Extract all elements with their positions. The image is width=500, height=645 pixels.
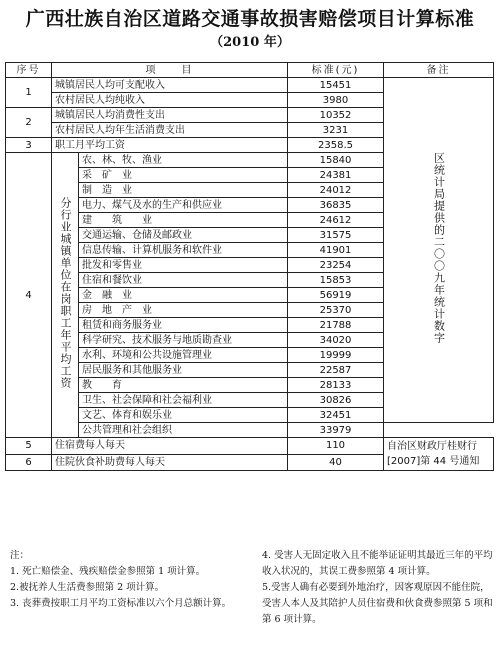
item-value: 19999 xyxy=(288,348,384,363)
row-number: 4 xyxy=(6,153,52,438)
item-value: 40 xyxy=(288,454,384,471)
item-label: 职工月平均工资 xyxy=(52,138,288,153)
item-label: 金 融 业 xyxy=(79,288,288,303)
item-label: 卫生、社会保障和社会福利业 xyxy=(79,393,288,408)
table-header-row xyxy=(6,63,494,78)
header-value: 标准(元) xyxy=(288,63,384,78)
row-number: 2 xyxy=(6,108,52,138)
notes-label: 注： xyxy=(10,550,30,561)
item-value: 22587 xyxy=(288,363,384,378)
remark-stats-text: 区统计局提供的二〇〇九年统计数字 xyxy=(432,152,446,344)
item-label: 交通运输、仓储及邮政业 xyxy=(79,228,288,243)
item-value: 32451 xyxy=(288,408,384,423)
item-value: 24381 xyxy=(288,168,384,183)
table-row xyxy=(6,438,494,455)
row-number: 5 xyxy=(6,438,52,455)
remark-stats xyxy=(384,78,494,423)
header-no: 序号 xyxy=(6,63,52,78)
category-label-text: 分行业城镇单位在岗职工年平均工资 xyxy=(59,197,72,389)
item-value: 25370 xyxy=(288,303,384,318)
note-1: 1. 死亡赔偿金、残疾赔偿金参照第 1 项计算。 xyxy=(10,566,206,577)
item-value: 15840 xyxy=(288,153,384,168)
item-value: 28133 xyxy=(288,378,384,393)
item-value: 3980 xyxy=(288,93,384,108)
item-label: 农村居民人均年生活消费支出 xyxy=(52,123,288,138)
item-value: 2358.5 xyxy=(288,138,384,153)
item-label: 建 筑 业 xyxy=(79,213,288,228)
note-2: 2.被抚养人生活费参照第 2 项计算。 xyxy=(10,582,165,593)
item-label: 房 地 产 业 xyxy=(79,303,288,318)
page-title: 广西壮族自治区道路交通事故损害赔偿项目计算标准 xyxy=(25,8,475,30)
item-value: 23254 xyxy=(288,258,384,273)
table-row xyxy=(6,423,494,438)
item-label: 住院伙食补助费每人每天 xyxy=(52,454,288,471)
item-value: 36835 xyxy=(288,198,384,213)
notes-left xyxy=(10,548,242,612)
item-label: 信息传输、计算机服务和软件业 xyxy=(79,243,288,258)
item-value: 15451 xyxy=(288,78,384,93)
item-value: 15853 xyxy=(288,273,384,288)
item-label: 科学研究、技术服务与地质勘查业 xyxy=(79,333,288,348)
item-label: 制 造 业 xyxy=(79,183,288,198)
item-label: 住宿费每人每天 xyxy=(52,438,288,455)
item-label: 居民服务和其他服务业 xyxy=(79,363,288,378)
remark-finance: 自治区财政厅桂财行[2007]第 44 号通知 xyxy=(384,438,494,471)
item-label: 住宿和餐饮业 xyxy=(79,273,288,288)
item-label: 公共管理和社会组织 xyxy=(79,423,288,438)
category-label xyxy=(52,153,79,438)
item-value: 21788 xyxy=(288,318,384,333)
item-value: 31575 xyxy=(288,228,384,243)
item-label: 文艺、体育和娱乐业 xyxy=(79,408,288,423)
row-number: 3 xyxy=(6,138,52,153)
item-label: 教 育 xyxy=(79,378,288,393)
item-label: 农、林、牧、渔业 xyxy=(79,153,288,168)
item-value: 56919 xyxy=(288,288,384,303)
notes-right xyxy=(262,548,494,628)
item-label: 城镇居民人均可支配收入 xyxy=(52,78,288,93)
item-value: 41901 xyxy=(288,243,384,258)
item-label: 电力、煤气及水的生产和供应业 xyxy=(79,198,288,213)
note-3: 3. 丧葬费按职工月平均工资标准以六个月总额计算。 xyxy=(10,598,232,609)
item-label: 水利、环境和公共设施管理业 xyxy=(79,348,288,363)
row-number: 1 xyxy=(6,78,52,108)
row-number: 6 xyxy=(6,454,52,471)
page-subtitle: （2010 年） xyxy=(210,35,290,50)
item-value: 10352 xyxy=(288,108,384,123)
item-value: 33979 xyxy=(288,423,384,438)
item-value: 3231 xyxy=(288,123,384,138)
item-value: 24012 xyxy=(288,183,384,198)
item-label: 租赁和商务服务业 xyxy=(79,318,288,333)
item-value: 24612 xyxy=(288,213,384,228)
item-value: 30826 xyxy=(288,393,384,408)
item-value: 34020 xyxy=(288,333,384,348)
table-row xyxy=(6,78,494,93)
item-label: 采 矿 业 xyxy=(79,168,288,183)
header-item: 项 目 xyxy=(52,63,288,78)
header-remark: 备注 xyxy=(384,63,494,78)
note-4: 4. 受害人无固定收入且不能举证证明其最近三年的平均收入状况的，其误工费参照第 4 项计算。 xyxy=(262,550,493,577)
standards-table xyxy=(5,62,494,471)
item-label: 批发和零售业 xyxy=(79,258,288,273)
item-value: 110 xyxy=(288,438,384,455)
item-label: 农村居民人均纯收入 xyxy=(52,93,288,108)
item-label: 城镇居民人均消费性支出 xyxy=(52,108,288,123)
note-5: 5.受害人确有必要到外地治疗，因客观原因不能住院，受害人本人及其陪护人员住宿费和伙食费参照第 5 项和第 6 项计算。 xyxy=(262,582,493,625)
